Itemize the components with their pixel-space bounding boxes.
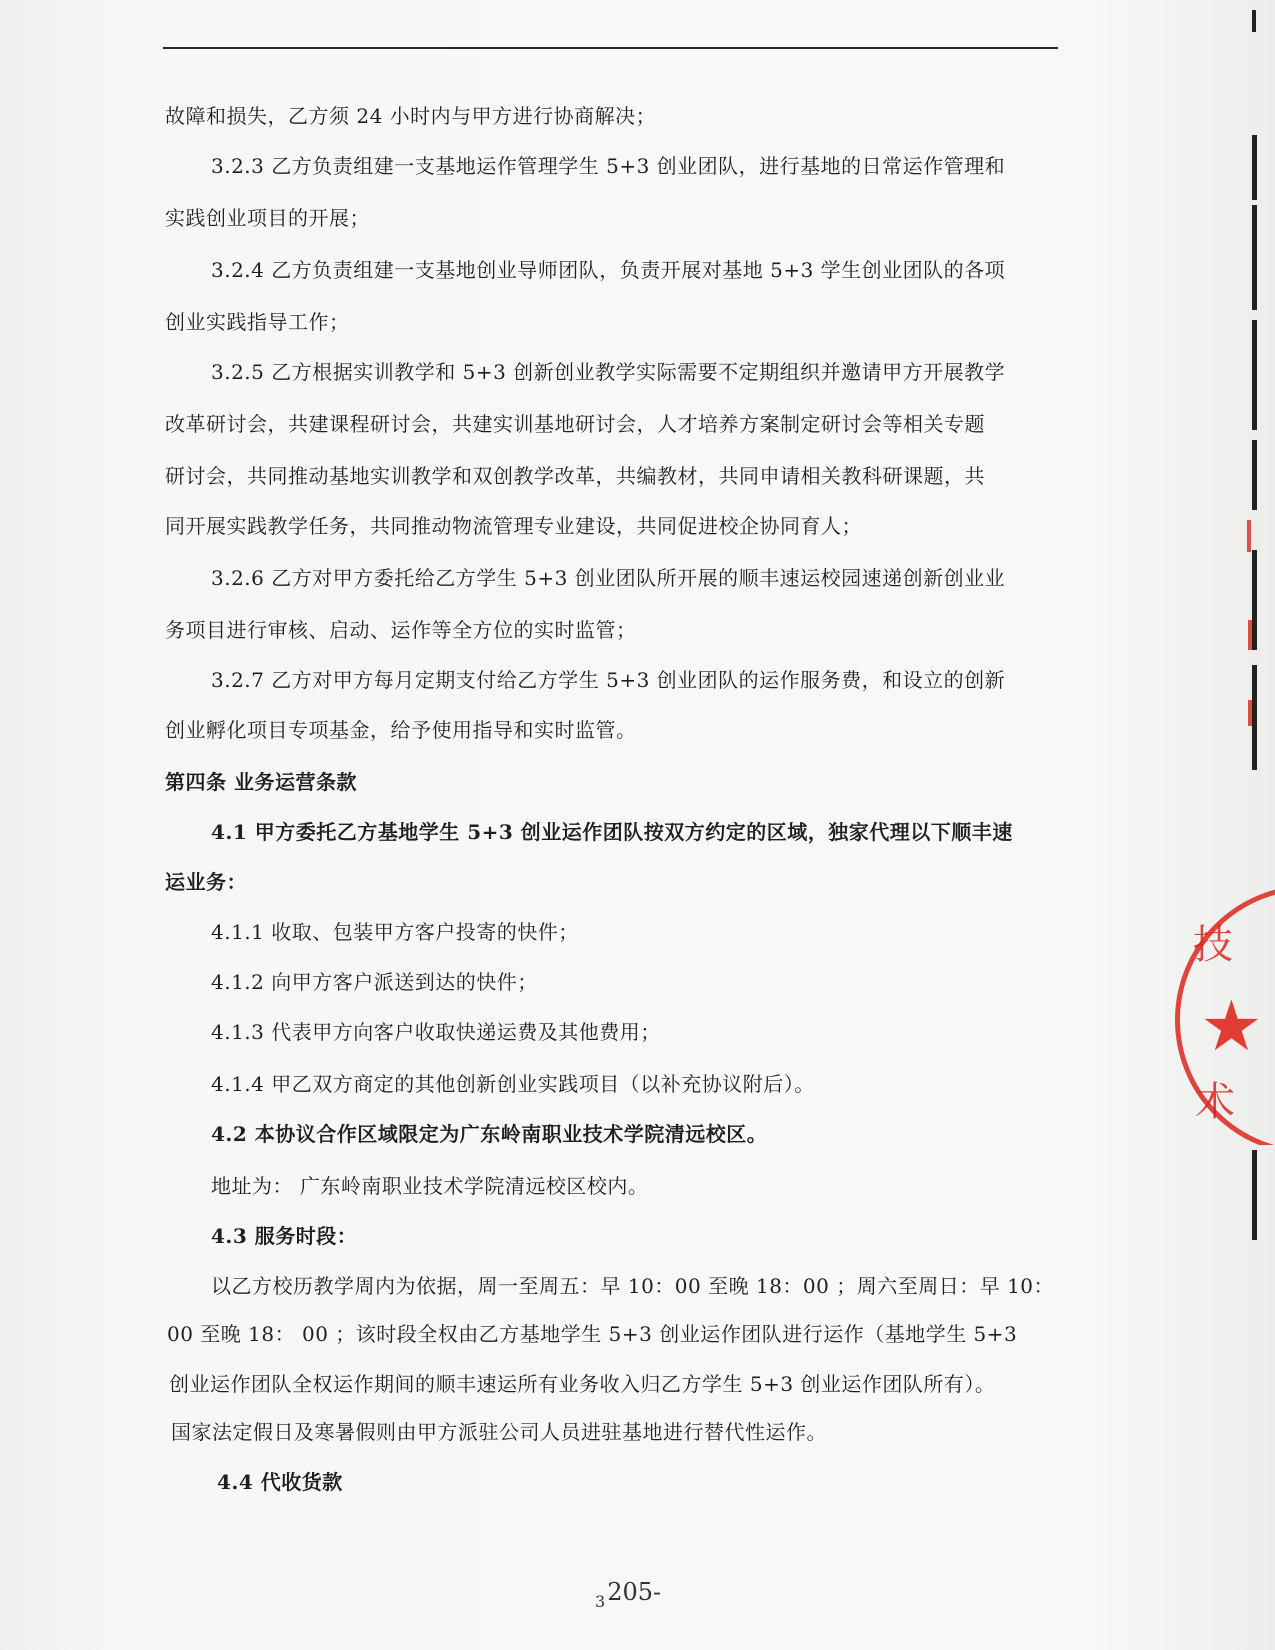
text-line: 研讨会，共同推动基地实训教学和双创教学改革，共编教材，共同申请相关教科研课题，共: [165, 464, 985, 488]
clause-heading: 4.1 甲方委托乙方基地学生 5+3 创业运作团队按双方约定的区域，独家代理以下顺丰速: [211, 820, 1013, 844]
text-line: 4.1.3 代表甲方向客户收取快递运费及其他费用；: [211, 1020, 661, 1044]
scan-edge-mark: [1252, 440, 1257, 510]
text-line: 创业运作团队全权运作期间的顺丰速运所有业务收入归乙方学生 5+3 创业运作团队所有）。: [169, 1372, 996, 1396]
clause-heading: 4.3 服务时段：: [211, 1224, 358, 1248]
scan-edge-mark: [1252, 320, 1257, 430]
seal-fragment: [1247, 520, 1251, 552]
text-line: 以乙方校历教学周内为依据，周一至周五：早 10：00 至晚 18：00 ；周六至周日：早 10：: [211, 1274, 1055, 1298]
scan-edge-mark: [1252, 135, 1257, 200]
scan-edge-mark: [1252, 10, 1256, 32]
text-line: 4.1.1 收取、包装甲方客户投寄的快件；: [211, 920, 579, 944]
scan-edge-mark: [1252, 665, 1257, 770]
seal-star-icon: ★: [1200, 985, 1263, 1067]
text-line: 同开展实践教学任务，共同推动物流管理专业建设，共同促进校企协同育人；: [165, 514, 862, 538]
text-line: 国家法定假日及寒暑假则由甲方派驻公司人员进驻基地进行替代性运作。: [171, 1420, 827, 1444]
page-number: [595, 1578, 662, 1611]
text-line: 3.2.5 乙方根据实训教学和 5+3 创新创业教学实际需要不定期组织并邀请甲方开展教学: [211, 360, 1006, 384]
text-line: 00 至晚 18： 00 ；该时段全权由乙方基地学生 5+3 创业运作团队进行运作（基地学生 5+3: [167, 1322, 1018, 1346]
clause-heading: 4.2 本协议合作区域限定为广东岭南职业技术学院清远校区。: [211, 1122, 768, 1146]
scan-edge-mark: [1252, 1150, 1257, 1240]
text-line: 务项目进行审核、启动、运作等全方位的实时监管；: [165, 618, 637, 642]
clause-heading-continued: 运业务：: [165, 870, 247, 894]
header-rule: [163, 47, 1058, 49]
page-number-prefix: 3: [595, 1592, 606, 1611]
scan-edge-mark: [1252, 205, 1257, 310]
text-line: 4.1.4 甲乙双方商定的其他创新创业实践项目（以补充协议附后）。: [211, 1072, 815, 1096]
address-line: 地址为： 广东岭南职业技术学院清远校区校内。: [211, 1174, 649, 1198]
seal-fragment: [1248, 700, 1252, 726]
company-seal: [1175, 885, 1275, 1145]
clause-heading: 4.4 代收货款: [217, 1470, 343, 1494]
text-line: 3.2.3 乙方负责组建一支基地运作管理学生 5+3 创业团队，进行基地的日常运作管理和: [211, 154, 1006, 178]
page-number-value: 205-: [607, 1578, 662, 1606]
text-line: 创业孵化项目专项基金，给予使用指导和实时监管。: [165, 718, 637, 742]
seal-char: 技: [1193, 922, 1233, 968]
text-line: 创业实践指导工作；: [165, 310, 350, 334]
text-line: 3.2.7 乙方对甲方每月定期支付给乙方学生 5+3 创业团队的运作服务费，和设立的创新: [211, 668, 1006, 692]
text-line: 3.2.6 乙方对甲方委托给乙方学生 5+3 创业团队所开展的顺丰速运校园速递创新创业业: [211, 566, 1006, 590]
seal-fragment: [1248, 620, 1252, 650]
scan-edge-mark: [1252, 550, 1257, 650]
section-heading: 第四条 业务运营条款: [165, 770, 357, 794]
seal-char: 术: [1195, 1079, 1235, 1125]
text-line: 改革研讨会，共建课程研讨会，共建实训基地研讨会，人才培养方案制定研讨会等相关专题: [165, 412, 985, 436]
text-line: 故障和损失，乙方须 24 小时内与甲方进行协商解决；: [165, 104, 657, 128]
text-line: 3.2.4 乙方负责组建一支基地创业导师团队，负责开展对基地 5+3 学生创业团队的各项: [211, 258, 1006, 282]
text-line: 4.1.2 向甲方客户派送到达的快件；: [211, 970, 538, 994]
text-line: 实践创业项目的开展；: [165, 206, 370, 230]
